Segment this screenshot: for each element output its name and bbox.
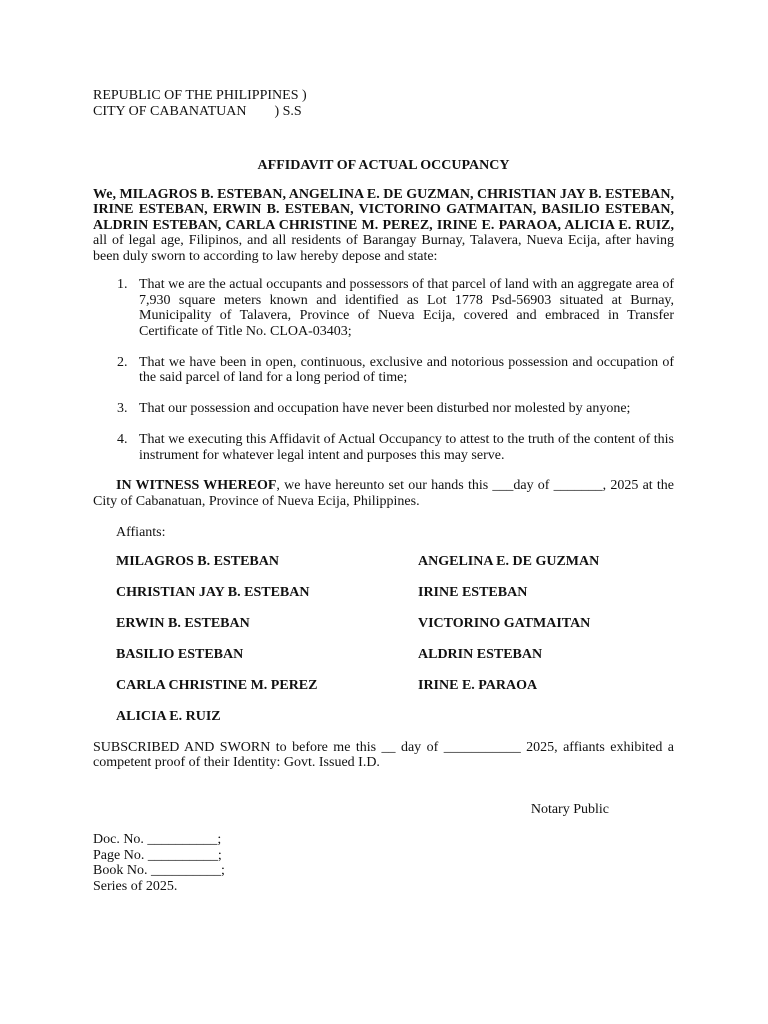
venue-city: CITY OF CABANATUAN ) S.S (93, 103, 302, 119)
document-title: AFFIDAVIT OF ACTUAL OCCUPANCY (257, 158, 510, 173)
list-item (93, 355, 674, 386)
doc-number: Doc. No. __________; (93, 832, 222, 847)
affiant-name: IRINE ESTEBAN (418, 585, 528, 600)
list-item-text: That we are the actual occupants and possessors of that parcel of land with an aggregate area of 7,930 square meters known and identified as Lot 1778 Psd-56903 situated at Burnay, Municipality of Talavera, Province of Nueva Ecija, covered and embraced in Transfer Certificate of Title No. CLOA-03403; (139, 277, 674, 339)
series-year: Series of 2025. (93, 878, 178, 894)
affiant-name: CARLA CHRISTINE M. PEREZ (116, 678, 318, 693)
affiant-name: CHRISTIAN JAY B. ESTEBAN (116, 585, 310, 600)
list-item-number: 3. (117, 401, 128, 416)
list-item (93, 432, 674, 463)
page-number: Page No. __________; (93, 847, 222, 863)
affiants-list (116, 554, 674, 725)
list-item (93, 401, 674, 417)
affiant-name: BASILIO ESTEBAN (116, 647, 244, 662)
list-item-text: That our possession and occupation have never been disturbed nor molested by anyone; (139, 401, 631, 416)
affiants-label: Affiants: (116, 524, 166, 540)
jurat-paragraph: SUBSCRIBED AND SWORN to before me this __ day of ___________ 2025, affiants exhibited a competent proof of their Identity: Govt. Issued I.D. (93, 739, 674, 770)
witness-text: , we have hereunto set our hands this ___day of _______, 2025 at the City of Cabanatuan, Province of Nueva Ecija, Philippines. (93, 478, 674, 509)
intro-affiant-names: We, MILAGROS B. ESTEBAN, ANGELINA E. DE GUZMAN, CHRISTIAN JAY B. ESTEBAN, IRINE ESTEBAN, ERWIN B. ESTEBAN, VICTORINO GATMAITAN, BASILIO ESTEBAN, ALDRIN ESTEBAN, CARLA CHRISTINE M. PEREZ, IRINE E. PARAOA, ALICIA E. RUIZ, (93, 186, 674, 233)
intro-paragraph (93, 187, 674, 265)
witness-heading: IN WITNESS WHEREOF (116, 478, 277, 493)
notarial-register-block (93, 832, 674, 894)
venue-republic: REPUBLIC OF THE PHILIPPINES ) (93, 88, 307, 103)
list-item-number: 2. (117, 354, 128, 370)
book-number: Book No. __________; (93, 863, 225, 878)
intro-statement: all of legal age, Filipinos, and all residents of Barangay Burnay, Talavera, Nueva Ecija, after having been duly sworn to according to law hereby depose and state: (93, 233, 674, 264)
affiant-name: MILAGROS B. ESTEBAN (116, 554, 279, 569)
list-item-number: 4. (117, 432, 128, 447)
affiant-name: VICTORINO GATMAITAN (418, 616, 591, 631)
notary-public-label: Notary Public (530, 801, 609, 817)
statement-list (93, 277, 674, 463)
witness-paragraph (93, 478, 674, 509)
affiant-name: ERWIN B. ESTEBAN (116, 616, 250, 631)
affiant-name: ALICIA E. RUIZ (116, 709, 221, 724)
list-item-text: That we executing this Affidavit of Actual Occupancy to attest to the truth of the content of this instrument for whatever legal intent and purposes this may serve. (139, 432, 674, 463)
list-item-text: That we have been in open, continuous, exclusive and notorious possession and occupation of the said parcel of land for a long period of time; (139, 354, 674, 385)
affiant-name: ANGELINA E. DE GUZMAN (418, 554, 600, 569)
venue-block (93, 88, 674, 119)
list-item (93, 277, 674, 339)
affiant-name: ALDRIN ESTEBAN (418, 647, 543, 662)
affiant-name: IRINE E. PARAOA (418, 678, 538, 693)
list-item-number: 1. (117, 277, 128, 292)
affidavit-document (93, 88, 674, 894)
